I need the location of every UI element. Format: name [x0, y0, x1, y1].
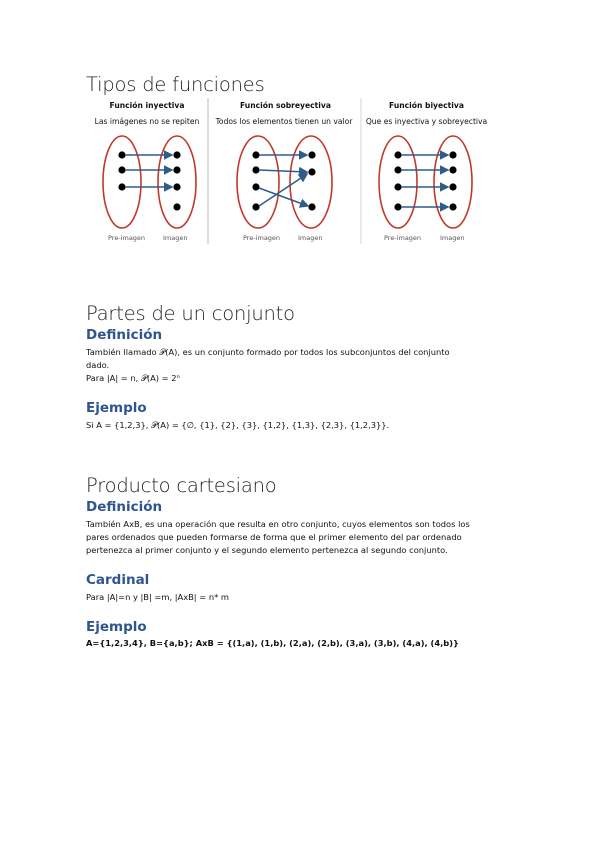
element-dot	[173, 151, 180, 158]
definition-text	[86, 518, 526, 557]
preimage-label: Pre-imagen	[243, 234, 281, 242]
image-set	[158, 136, 196, 228]
preimage-label: Pre-imagen	[384, 234, 422, 242]
definition-text	[86, 346, 526, 385]
element-dot	[252, 203, 259, 210]
element-dot	[252, 183, 259, 190]
element-dot	[449, 166, 456, 173]
element-dot	[449, 151, 456, 158]
element-dot	[308, 168, 315, 175]
text-line: dado.	[86, 360, 110, 370]
element-dot	[173, 183, 180, 190]
diagram-subtitle-sobreyectiva: Todos los elementos tienen un valor	[215, 117, 353, 126]
mapping-arrow	[259, 170, 307, 172]
section-title-producto: Producto cartesiano	[86, 474, 277, 497]
element-dot	[394, 203, 401, 210]
element-dot	[118, 183, 125, 190]
example-text: A={1,2,3,4}, B={a,b}; AxB = {(1,a), (1,b), (2,a), (2,b), (3,a), (3,b), (4,a), (4,b)}	[86, 638, 459, 648]
element-dot	[118, 151, 125, 158]
image-label: Imagen	[298, 234, 323, 242]
heading-definicion: Definición	[86, 327, 163, 343]
preimage-label: Pre-imagen	[108, 234, 146, 242]
text-line: pares ordenados que pueden formarse de forma que el primer elemento del par ordenado	[86, 532, 462, 542]
heading-definicion: Definición	[86, 499, 163, 515]
diagram-subtitle-biyectiva: Que es inyectiva y sobreyectiva	[365, 117, 488, 126]
element-dot	[394, 166, 401, 173]
section-title-tipos: Tipos de funciones	[86, 73, 265, 96]
section-title-partes: Partes de un conjunto	[86, 302, 295, 325]
cardinal-text: Para |A|=n y |B| =m, |AxB| = n* m	[86, 592, 229, 602]
heading-ejemplo: Ejemplo	[86, 619, 147, 635]
function-types-diagram	[0, 0, 599, 260]
preimage-set	[237, 136, 279, 228]
preimage-set	[379, 136, 417, 228]
mapping-arrow	[259, 188, 308, 206]
diagram-title-sobreyectiva: Función sobreyectiva	[240, 101, 331, 110]
element-dot	[449, 203, 456, 210]
heading-ejemplo: Ejemplo	[86, 400, 147, 416]
text-line: También AxB, es una operación que resulta en otro conjunto, cuyos elementos son todos los	[86, 519, 470, 529]
element-dot	[449, 183, 456, 190]
image-label: Imagen	[440, 234, 465, 242]
element-dot	[173, 166, 180, 173]
element-dot	[118, 166, 125, 173]
example-text: Si A = {1,2,3}, 𝒫(A) = {∅, {1}, {2}, {3}, {1,2}, {1,3}, {2,3}, {1,2,3}}.	[86, 420, 390, 430]
diagram-inyectiva	[103, 136, 196, 242]
element-dot	[394, 183, 401, 190]
image-set	[434, 136, 472, 228]
text-line: pertenezca al primer conjunto y el segundo elemento pertenezca al segundo conjunto.	[86, 545, 448, 555]
element-dot	[308, 203, 315, 210]
text-line: Para |A| = n, 𝒫(A) = 2ⁿ	[86, 373, 180, 383]
heading-cardinal: Cardinal	[86, 572, 150, 588]
diagram-title-inyectiva: Función inyectiva	[109, 101, 185, 110]
element-dot	[252, 166, 259, 173]
element-dot	[173, 203, 180, 210]
diagram-subtitle-inyectiva: Las imágenes no se repiten	[94, 117, 200, 126]
element-dot	[308, 151, 315, 158]
diagram-sobreyectiva	[237, 136, 332, 242]
image-label: Imagen	[163, 234, 188, 242]
text-line: También llamado 𝒫(A), es un conjunto formado por todos los subconjuntos del conjunto	[86, 347, 450, 357]
diagram-biyectiva	[379, 136, 472, 242]
element-dot	[252, 151, 259, 158]
element-dot	[394, 151, 401, 158]
preimage-set	[103, 136, 141, 228]
diagram-title-biyectiva: Función biyectiva	[389, 101, 464, 110]
